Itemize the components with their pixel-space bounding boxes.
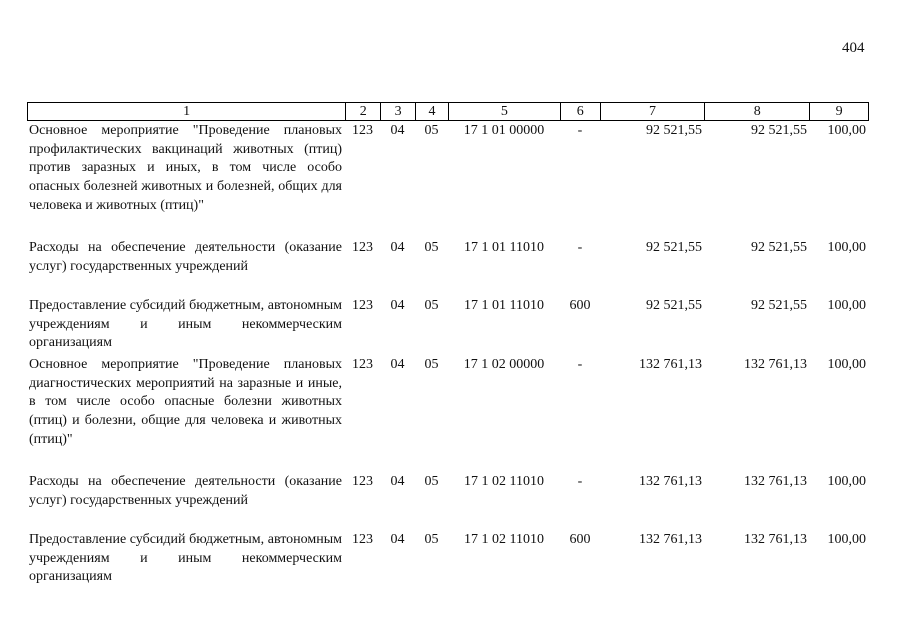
row-col-5: 17 1 01 11010 <box>464 240 544 255</box>
row-col-5: 17 1 02 00000 <box>463 357 545 372</box>
row-col-7: 92 521,55 <box>646 123 702 138</box>
row-col-6: - <box>577 123 583 138</box>
row-col-3: 04 <box>390 474 405 489</box>
row-col-4: 05 <box>424 240 439 255</box>
row-col-4: 05 <box>424 123 439 138</box>
row-col-8: 132 761,13 <box>744 474 807 489</box>
table-row <box>27 122 869 216</box>
row-col-6: - <box>577 357 583 372</box>
row-col-2: 123 <box>352 123 373 138</box>
header-col-8: 8 <box>704 103 809 120</box>
header-col-5: 5 <box>448 103 560 120</box>
row-col-2: 123 <box>352 532 373 547</box>
row-col-8: 92 521,55 <box>751 298 807 313</box>
row-col-5: 17 1 02 11010 <box>464 532 544 547</box>
row-col-7: 92 521,55 <box>646 298 702 313</box>
header-col-1: 1 <box>183 104 191 119</box>
row-col-2: 123 <box>352 474 373 489</box>
row-col-8: 132 761,13 <box>744 532 807 547</box>
row-col-5: 17 1 01 00000 <box>463 123 545 138</box>
header-col-2: 2 <box>345 103 380 120</box>
row-name: Предоставление субсидий бюджетным, автономным учреждениям и иным некоммерческим организациям <box>29 532 342 585</box>
row-col-7: 92 521,55 <box>646 240 702 255</box>
row-col-9: 100,00 <box>827 357 866 372</box>
table-row <box>27 356 869 450</box>
row-col-3: 04 <box>390 298 405 313</box>
table-row <box>27 473 869 510</box>
row-col-5: 17 1 01 11010 <box>464 298 544 313</box>
row-col-4: 05 <box>424 298 439 313</box>
row-col-4: 05 <box>424 474 439 489</box>
header-col-9: 9 <box>809 103 868 120</box>
header-col-4: 4 <box>415 103 448 120</box>
table-row <box>27 297 869 353</box>
row-col-9: 100,00 <box>827 240 866 255</box>
table-header-row <box>27 102 869 121</box>
row-name: Основное мероприятие "Проведение плановых диагностических мероприятий на заразные и иные, в том числе особо опасные болезни животных (птиц) и болезни, общие для человека и животных (птиц)" <box>29 357 342 447</box>
row-col-4: 05 <box>424 532 439 547</box>
row-col-8: 132 761,13 <box>744 357 807 372</box>
row-col-8: 92 521,55 <box>751 123 807 138</box>
row-col-7: 132 761,13 <box>639 474 702 489</box>
table-row <box>27 239 869 276</box>
row-col-3: 04 <box>390 532 405 547</box>
row-col-9: 100,00 <box>827 298 866 313</box>
row-col-3: 04 <box>390 357 405 372</box>
row-name: Предоставление субсидий бюджетным, автономным учреждениям и иным некоммерческим организациям <box>29 298 342 351</box>
row-col-2: 123 <box>352 298 373 313</box>
row-col-4: 05 <box>424 357 439 372</box>
row-col-2: 123 <box>352 240 373 255</box>
row-col-6: - <box>577 474 583 489</box>
row-col-3: 04 <box>390 123 405 138</box>
row-col-3: 04 <box>390 240 405 255</box>
row-name: Расходы на обеспечение деятельности (оказание услуг) государственных учреждений <box>29 474 342 508</box>
header-col-7: 7 <box>600 103 705 120</box>
row-col-9: 100,00 <box>827 474 866 489</box>
row-col-7: 132 761,13 <box>639 532 702 547</box>
table-row <box>27 531 869 587</box>
header-col-6: 6 <box>560 103 600 120</box>
header-col-3: 3 <box>380 103 415 120</box>
row-col-6: - <box>577 240 583 255</box>
page-number: 404 <box>842 40 865 56</box>
row-col-8: 92 521,55 <box>751 240 807 255</box>
budget-table <box>27 102 869 585</box>
row-col-6: 600 <box>569 298 591 313</box>
row-col-7: 132 761,13 <box>639 357 702 372</box>
row-name: Расходы на обеспечение деятельности (оказание услуг) государственных учреждений <box>29 240 342 274</box>
row-col-2: 123 <box>352 357 373 372</box>
row-col-6: 600 <box>569 532 591 547</box>
row-col-9: 100,00 <box>827 532 866 547</box>
row-col-9: 100,00 <box>827 123 866 138</box>
row-col-5: 17 1 02 11010 <box>464 474 544 489</box>
row-name: Основное мероприятие "Проведение плановых профилактических вакцинаций животных (птиц) против заразных и иных, в том числе особо опасных болезней животных и болезней, общих для человека и животных (птиц)" <box>29 123 342 213</box>
